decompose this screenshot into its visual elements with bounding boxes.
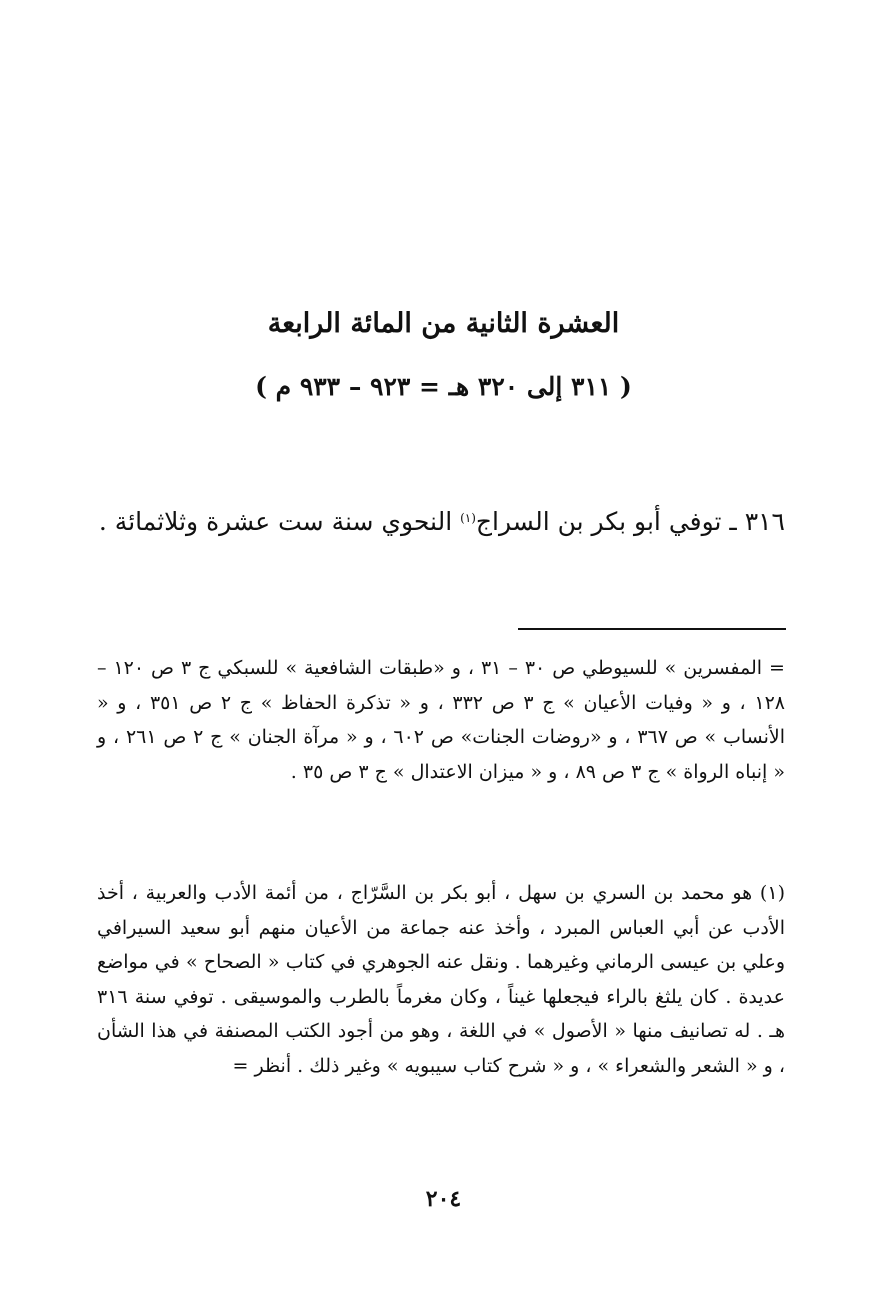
footnote-continuation <box>97 651 785 789</box>
footnote-separator <box>518 628 786 630</box>
footnote-reference: (١) <box>460 511 476 525</box>
footnote-1-text: (١) هو محمد بن السري بن سهل ، أبو بكر بن السَّرّاج ، من أئمة الأدب والعربية ، أخذ الأدب عن أبي العباس المبرد ، وأخذ عنه جماعة من الأعيان منهم أبو سعيد السيرافي وعلي بن عيسى الرماني وغيرهما . ونقل عنه الجوهري في كتاب « الصحاح » في مواضع عديدة . كان يلثغ بالراء فيجعلها غيناً ، وكان مغرماً بالطرب والموسيقى . توفي سنة ٣١٦ هـ . له تصانيف منها « الأصول » في اللغة ، وهو من أجود الكتب المصنفة في هذا الشأن ، و « الشعر والشعراء » ، و « شرح كتاب سيبويه » وغير ذلك . أنظر = <box>97 882 785 1077</box>
entry-text-start: ٣١٦ ـ توفي أبو بكر بن السراج <box>475 507 785 536</box>
death-entry-paragraph <box>97 498 785 546</box>
section-date-range: ( ٣١١ إلى ٣٢٠ هـ = ٩٢٣ – ٩٣٣ م ) <box>255 372 632 401</box>
entry-text-end: النحوي سنة ست عشرة وثلاثمائة . <box>98 507 461 536</box>
section-title: العشرة الثانية من المائة الرابعة <box>267 308 620 339</box>
footnote-1 <box>97 876 785 1083</box>
footnote-continuation-text: = المفسرين » للسيوطي ص ٣٠ – ٣١ ، و «طبقات الشافعية » للسبكي ج ٣ ص ١٢٠ – ١٢٨ ، و « وفيات الأعيان » ج ٣ ص ٣٣٢ ، و « تذكرة الحفاظ » ج ٢ ص ٣٥١ ، و « الأنساب » ص ٣٦٧ ، و «روضات الجنات» ص ٦٠٢ ، و « مرآة الجنان » ج ٢ ص ٢٦١ ، و « إنباه الرواة » ج ٣ ص ٨٩ ، و « ميزان الاعتدال » ج ٣ ص ٣٥ . <box>97 657 785 783</box>
page-number: ٢٠٤ <box>425 1186 462 1212</box>
